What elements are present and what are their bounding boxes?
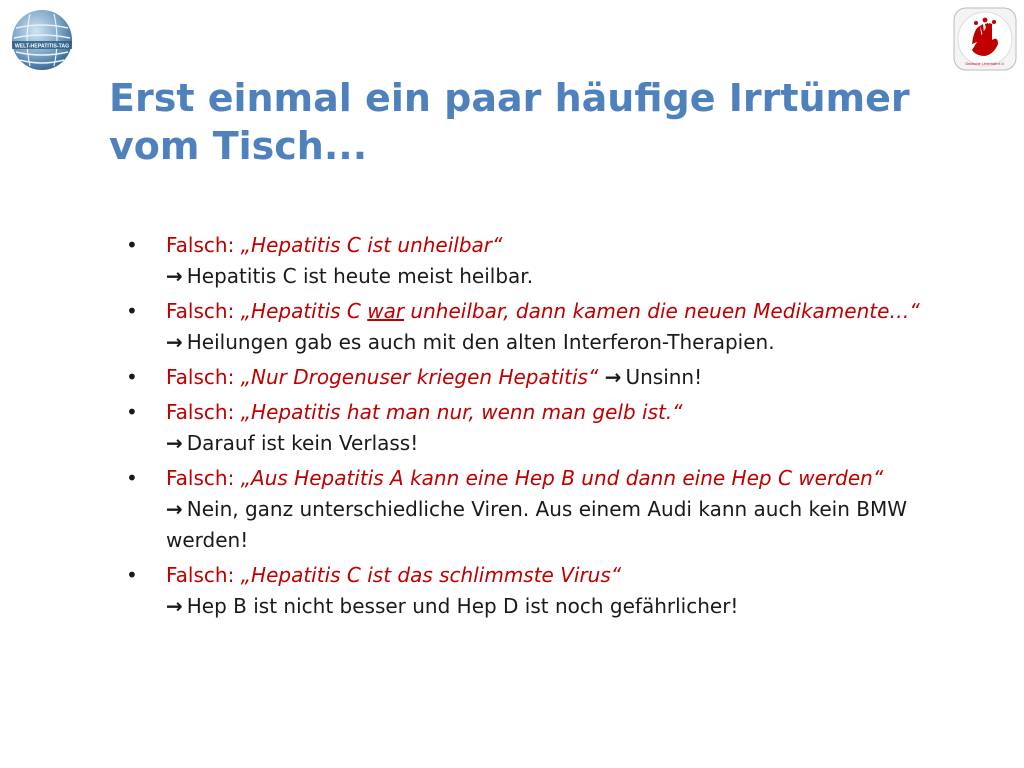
myth-text: „Nur Drogenuser kriegen Hepatitis“ <box>240 365 599 389</box>
bullet-marker: • <box>126 299 138 323</box>
myth-text: „Hepatitis hat man nur, wenn man gelb ist.“ <box>240 400 683 424</box>
bullet-marker: • <box>126 365 138 389</box>
myth-text: „Hepatitis C <box>240 299 368 323</box>
bullet-marker: • <box>126 233 138 257</box>
falsch-label: Falsch: <box>166 563 241 587</box>
list-item <box>124 560 964 622</box>
answer-text: Heilungen gab es auch mit den alten Interferon-Therapien. <box>186 330 775 354</box>
welt-hepatitis-tag-logo <box>10 8 74 72</box>
slide-title <box>109 74 929 170</box>
myth-text: „Hepatitis C ist unheilbar“ <box>240 233 503 257</box>
myth-text: „Aus Hepatitis A kann eine Hep B und dann eine Hep C werden“ <box>240 466 884 490</box>
list-item <box>124 362 964 393</box>
myth-text: „Hepatitis C ist das schlimmste Virus“ <box>240 563 622 587</box>
answer-text: Hep B ist nicht besser und Hep D ist noch gefährlicher! <box>186 594 739 618</box>
list-item <box>124 230 964 292</box>
svg-text:Deutsche Leberhilfe e.V.: Deutsche Leberhilfe e.V. <box>965 62 1005 66</box>
arrow-right-icon: → <box>166 330 183 354</box>
arrow-right-icon: → <box>166 594 183 618</box>
answer-text: Nein, ganz unterschiedliche Viren. Aus einem Audi kann auch kein BMW werden! <box>166 497 908 552</box>
list-item <box>124 296 964 358</box>
answer-text: Darauf ist kein Verlass! <box>186 431 419 455</box>
answer-text: Hepatitis C ist heute meist heilbar. <box>186 264 534 288</box>
falsch-label: Falsch: <box>166 233 241 257</box>
arrow-right-icon: → <box>166 497 183 521</box>
deutsche-leberhilfe-logo <box>952 6 1018 72</box>
bullet-marker: • <box>126 400 138 424</box>
bullet-marker: • <box>126 563 138 587</box>
falsch-label: Falsch: <box>166 365 241 389</box>
arrow-right-icon: → <box>166 264 183 288</box>
svg-text:WELT-HEPATITIS-TAG: WELT-HEPATITIS-TAG <box>14 43 70 50</box>
title-line-2: vom Tisch... <box>109 124 368 168</box>
falsch-label: Falsch: <box>166 400 241 424</box>
list-item <box>124 397 964 459</box>
falsch-label: Falsch: <box>166 299 241 323</box>
arrow-right-icon: → <box>604 365 622 389</box>
answer-text: Unsinn! <box>625 365 703 389</box>
title-line-1: Erst einmal ein paar häufige Irrtümer <box>109 76 910 120</box>
myth-list <box>124 230 964 626</box>
myth-underlined-word: war <box>367 299 405 323</box>
list-item <box>124 463 964 556</box>
arrow-right-icon: → <box>166 431 183 455</box>
bullet-marker: • <box>126 466 138 490</box>
myth-text-cont: unheilbar, dann kamen die neuen Medikamente…“ <box>404 299 920 323</box>
falsch-label: Falsch: <box>166 466 241 490</box>
